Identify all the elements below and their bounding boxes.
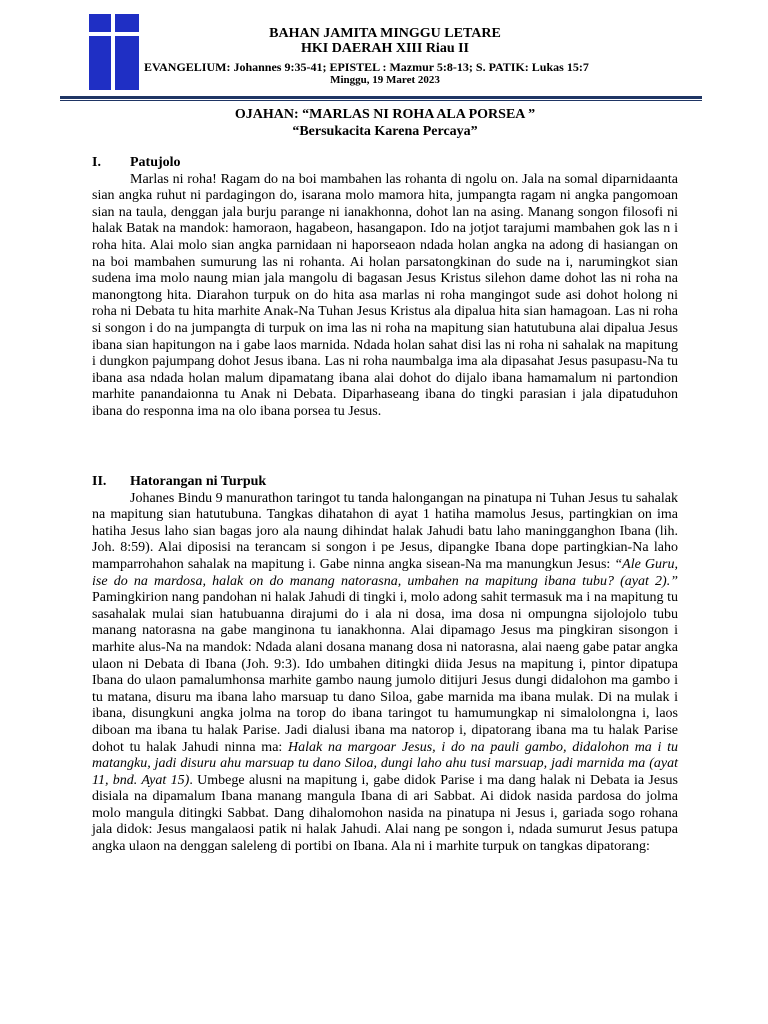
body-text: . Umbege alusni na mapitung i, gabe didok Parise i ma dang halak ni Debata ia Jesus disiala na dipamalum Ibana manang mangula Ibana di ari Sabbat. Ai didok nasida pardosa do jolma molo mangula ditingki Sabbat. Dang dihalomohon nasida na pinatupa ni Jesus i, gariada sogo rohana jala didok: Jesus mangalaosi patik ni halak Jahudi. Alai nang pe songon i, ndada sumurut Jesus patupa angka ulaon na denggan saleleng di portibi on Ibana. Ala ni i marhite turpuk on tangkas dipatorang: <box>92 772 678 855</box>
section-introduction <box>92 155 678 421</box>
section-number: II. <box>92 474 107 489</box>
section-heading <box>92 474 678 491</box>
section-body <box>92 491 678 856</box>
section-body: Marlas ni roha! Ragam do na boi mambahen las rohanta di ngolu on. Jala na somal diparnidaanta sian angka ruhut ni pardagingon do, isarana molo mamora hita, jumpangta ragam ni angka pangomoan sian na taula, denggan jala burju parange ni ianakhonna, dohot lan na asing. Manang songon filosofi ni halak Batak na mandok: hamoraon, hagabeon, hasangapon. Ido na jotjot tarajumi mambahen gok las n i roha hita. Alai molo sian angka parnidaan ni haporseaon ndada holan angka na adong di hasiangan on na boi mambahen sumurung las ni rohanta. Ai holan parsatongkinan do sude na i, narumingkot sian sudena ima molo naung mian jala mangolu di bagasan Jesus Kristus silehon dame dohot las ni roha na manongtong hita. Diarahon turpuk on do hita asa marlas ni roha mangingot sude asi dohot holong ni roha ni Debata tu hita marhite Anak-Na Tuhan Jesus Kristus ala dipalua hita sian hamagoan. Las ni roha si songon i do na jumpangta di turpuk on ima las ni roha na mapitung sian hatutubuna alai dipalua Jesus ibana sian hapitungon na i gabe laos marnida. Ndada holan sahat disi las ni roha ni sahalak na mapitung i dungkon pajumpang dohot Jesus ibana. Las ni roha naumbalga ima ala dipasahat Jesus pasupasu-Na tu ibana asa ndada holan malum dipamatang ibana alai dohot do dijalo ibana hamamalum ni partondion marhite panandaionna tu Anak ni Debata. Diparhaseang ibana do tingki parasian i jala dipatuduhon ibana do responna ima na olo ibana porsea tu Jesus. <box>92 171 678 419</box>
header-divider <box>60 96 702 99</box>
section-title: Patujolo <box>130 155 181 170</box>
section-heading <box>92 155 678 172</box>
cross-logo-icon <box>89 14 139 90</box>
bible-quote: Halak na margoar Jesus, i do na pauli gambo, didalohon ma i tu matangku, jadi disuru ahu marsuap tu dano Siloa, dungi laho ahu tusi marsuap, jadi marnida ma (ayat 11, bnd. Ayat 15) <box>92 739 678 788</box>
document-header <box>140 26 630 56</box>
sermon-title: OJAHAN: “MARLAS NI ROHA ALA PORSEA ” <box>234 107 536 122</box>
sermon-subtitle: “Bersukacita Karena Percaya” <box>292 124 478 139</box>
body-text: Pamingkirion nang pandohan ni halak Jahudi di tingki i, molo adong sahit termasuk ma i na mapitung tu sasahalak mulai sian hatubuanna dirajumi do i ala ni dosa, ima dosa ni ompungna sijolojolo tubu manang natorasna na gabe manginona tu ianakhonna. Alai dipamago Jesus ma pingkiran sisongon i marhite alus-Na na mandok: Ndada alani dosana manang dosa ni natorasna, alai naeng gabe patar angka ulaon ni Debata di Ibana (Joh. 9:3). Ido umbahen ditingki diida Jesus na mapitung i, pintor dipatupa Ibana do ulaon pamalumhonsa marhite gambo naung jumolo ditijuri Jesus dungi didalohon ma gambo i tu matana, disuru ma ibana laho marsuap tu dano Siloa, gabe marnida ma ibana mulak. Di na mulak i ibana, disungkuni angka jolma na torop do ibana taringot tu hamumungkap ni simalolongna i, laos diboan ma ibana tu halak Parise. Jadi dialusi ibana ma natorop i, dipatorang ibana ma tu halak Parise dohot tu halak Jahudi ninna ma: <box>92 590 678 755</box>
bible-quote: “Ale Guru, ise do na mardosa, halak on do manang natorasna, umbahen na mapitung ibana tubu? (ayat 2).” <box>92 556 678 589</box>
header-readings: EVANGELIUM: Johannes 9:35-41; EPISTEL : Mazmur 5:8-13; S. PATIK: Lukas 15:7 <box>144 60 589 74</box>
section-title: Hatorangan ni Turpuk <box>130 474 267 489</box>
sermon-title-block <box>92 106 678 140</box>
body-text: Johanes Bindu 9 manurathon taringot tu tanda halongangan na pinatupa ni Tuhan Jesus tu sahalak na mapitung sian hatutubuna. Tangkas dihatahon di ayat 1 hatiha mamolus Jesus, partingkian on ima hatiha Jesus laho sian bagas joro ala naung dihindat halak Jahudi batu laho maningganghon Ibana (lih. Joh. 8:59). Alai diposisi na terancam si songon i pe Jesus, dipangke Ibana dope partingkian-Na laho mamparrohahon sahalak na mapitung i. Gabe ninna angka sisean-Na ma manungkun Jesus: <box>92 490 678 572</box>
header-title: BAHAN JAMITA MINGGU LETARE <box>269 26 501 41</box>
section-explanation <box>92 474 678 856</box>
section-number: I. <box>92 155 101 170</box>
header-divider-thin <box>60 100 702 101</box>
header-subtitle: HKI DAERAH XIII Riau II <box>300 41 470 56</box>
header-date: Minggu, 19 Maret 2023 <box>330 74 440 86</box>
